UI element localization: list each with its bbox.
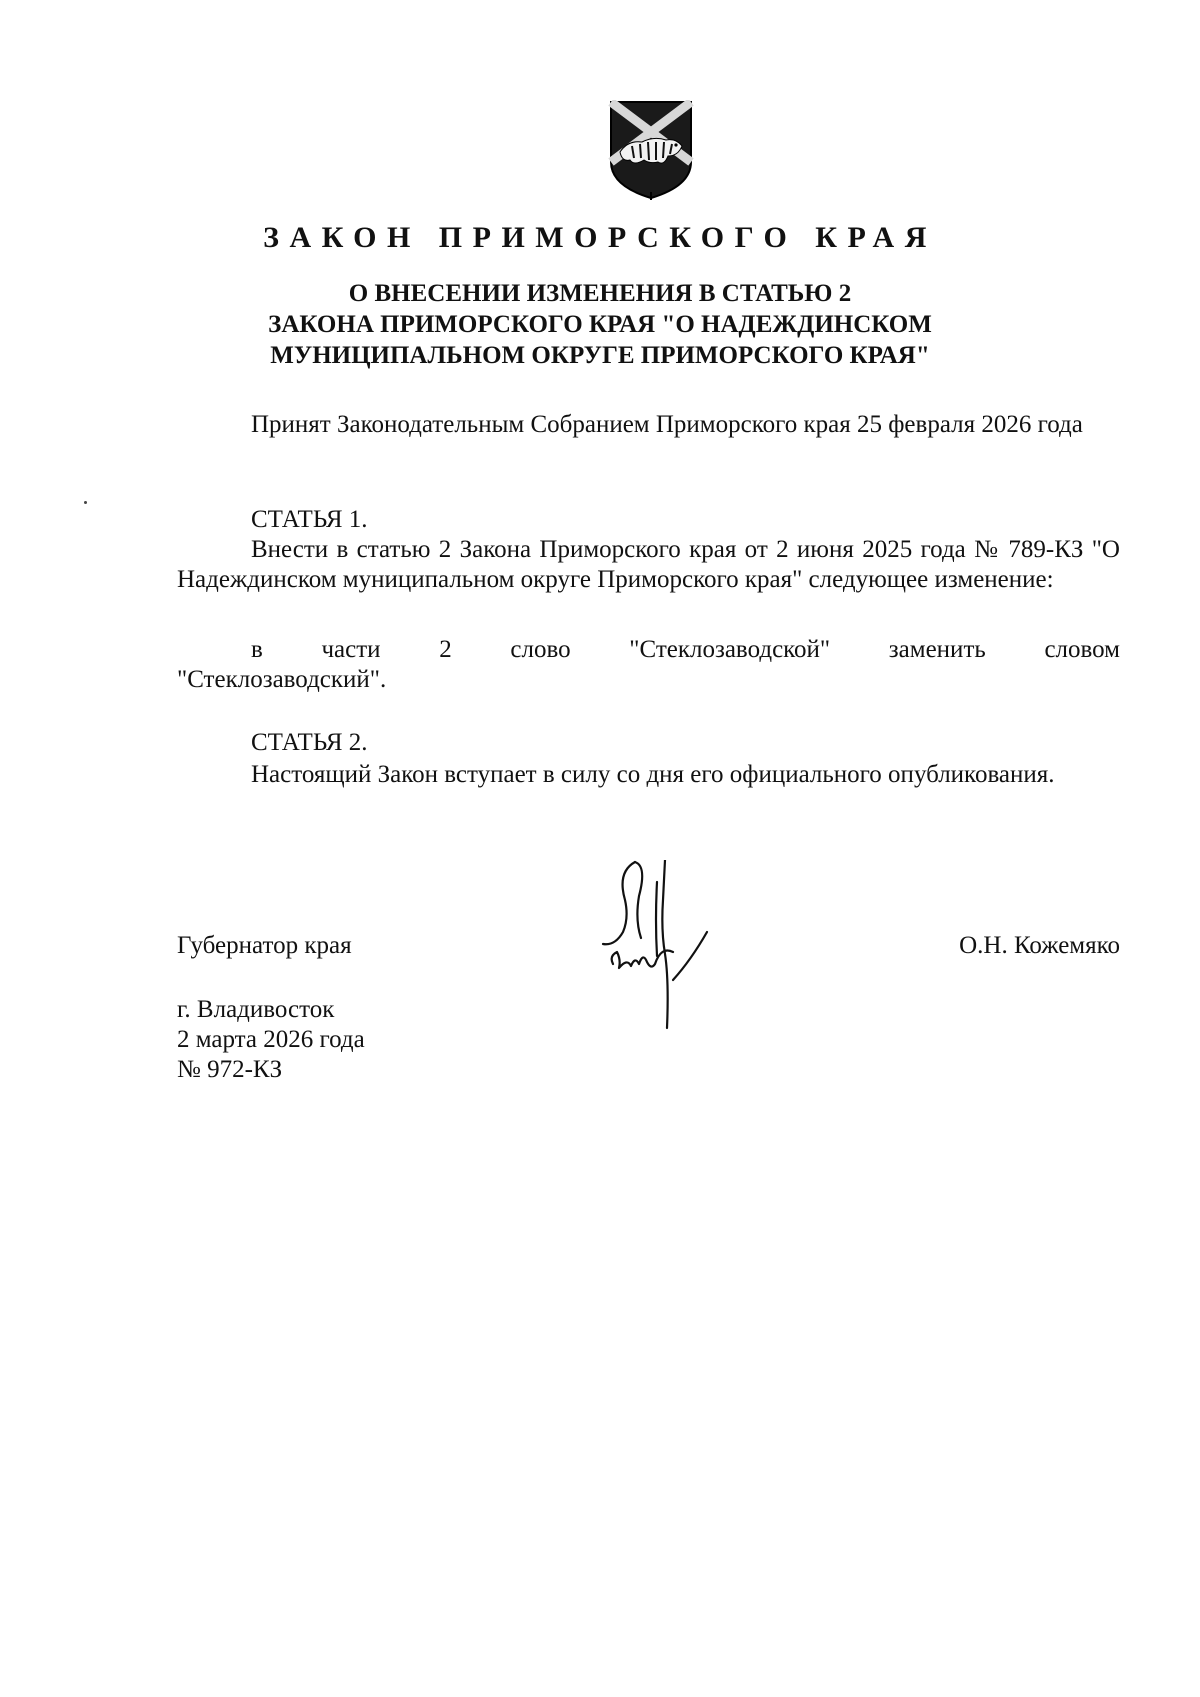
signer-name: О.Н. Кожемяко bbox=[959, 932, 1120, 959]
article-1-change-line-end: "Стеклозаводский". bbox=[177, 666, 387, 693]
city: г. Владивосток bbox=[177, 996, 335, 1023]
place-date-block bbox=[177, 995, 365, 1085]
article-1-heading: СТАТЬЯ 1. bbox=[251, 506, 368, 533]
law-subtitle bbox=[0, 278, 1200, 371]
article-1-change-line: в части 2 слово "Стеклозаводской" заменить словом bbox=[251, 636, 1120, 663]
article-1-text: Внести в статью 2 Закона Приморского края от 2 июня 2025 года № 789-КЗ "О Надеждинском муниципальном округе Приморского края" следующее изменение: bbox=[177, 536, 1120, 593]
handwritten-signature bbox=[595, 860, 725, 1040]
article-2-heading: СТАТЬЯ 2. bbox=[251, 729, 368, 756]
subtitle-line: МУНИЦИПАЛЬНОМ ОКРУГЕ ПРИМОРСКОГО КРАЯ" bbox=[270, 342, 930, 369]
signing-date: 2 марта 2026 года bbox=[177, 1026, 365, 1053]
preamble-text: Принят Законодательным Собранием Приморского края 25 февраля 2026 года bbox=[251, 411, 1083, 438]
law-number: № 972-КЗ bbox=[177, 1056, 283, 1083]
subtitle-line: О ВНЕСЕНИИ ИЗМЕНЕНИЯ В СТАТЬЮ 2 bbox=[348, 280, 852, 307]
article-2-text: Настоящий Закон вступает в силу со дня его официального опубликования. bbox=[251, 761, 1055, 788]
subtitle-line: ЗАКОНА ПРИМОРСКОГО КРАЯ "О НАДЕЖДИНСКОМ bbox=[268, 311, 932, 338]
signer-position: Губернатор края bbox=[177, 932, 352, 959]
coat-of-arms-icon bbox=[608, 100, 694, 200]
law-title: ЗАКОН ПРИМОРСКОГО КРАЯ bbox=[263, 221, 937, 254]
scan-speck bbox=[84, 501, 87, 504]
